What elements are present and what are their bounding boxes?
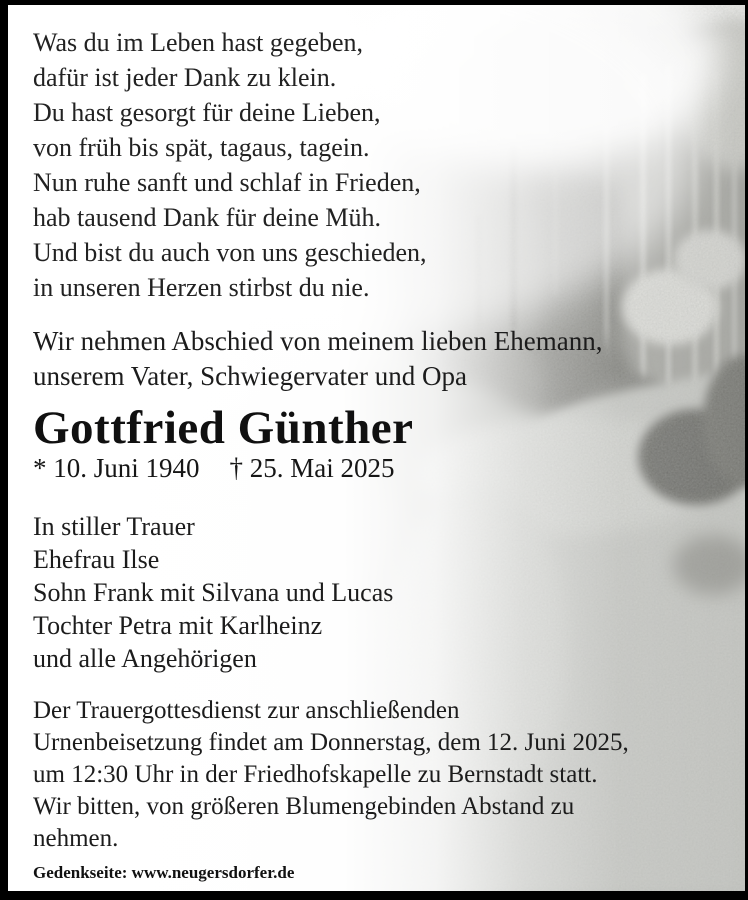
poem-line: in unseren Herzen stirbst du nie. <box>33 273 370 302</box>
deceased-name: Gottfried Günther <box>33 402 414 454</box>
mourners-line: In stiller Trauer <box>33 512 195 541</box>
service-details <box>33 695 731 855</box>
mourners-list <box>33 510 731 675</box>
memorial-poem <box>33 25 731 305</box>
poem-line: Nun ruhe sanft und schlaf in Frieden, <box>33 168 421 197</box>
obituary-text <box>8 5 745 891</box>
death-date: † 25. Mai 2025 <box>229 453 395 483</box>
poem-line: Was du im Leben hast gegeben, <box>33 28 364 57</box>
poem-line: hab tausend Dank für deine Müh. <box>33 203 382 232</box>
mourners-line: Tochter Petra mit Karlheinz <box>33 611 323 640</box>
service-line: um 12:30 Uhr in der Friedhofskapelle zu Bernstadt statt. <box>33 761 598 788</box>
poem-line: dafür ist jeder Dank zu klein. <box>33 63 337 92</box>
service-line: nehmen. <box>33 825 119 852</box>
memorial-site-link: Gedenkseite: www.neugersdorfer.de <box>33 863 295 882</box>
poem-line: Und bist du auch von uns geschieden, <box>33 238 427 267</box>
mourners-line: Ehefrau Ilse <box>33 545 160 574</box>
intro-line: Wir nehmen Abschied von meinem lieben Ehemann, <box>33 326 603 356</box>
mourners-line: Sohn Frank mit Silvana und Lucas <box>33 578 394 607</box>
life-dates <box>33 453 731 483</box>
service-line: Der Trauergottesdienst zur anschließenden <box>33 697 460 724</box>
farewell-intro <box>33 324 731 394</box>
poem-line: Du hast gesorgt für deine Lieben, <box>33 98 381 127</box>
service-line: Wir bitten, von größeren Blumengebinden Abstand zu <box>33 793 575 820</box>
mourners-line: und alle Angehörigen <box>33 644 257 673</box>
intro-line: unserem Vater, Schwiegervater und Opa <box>33 361 468 391</box>
service-line: Urnenbeisetzung findet am Donnerstag, dem 12. Juni 2025, <box>33 729 629 756</box>
birth-date: * 10. Juni 1940 <box>33 453 200 483</box>
poem-line: von früh bis spät, tagaus, tagein. <box>33 133 370 162</box>
obituary-card-inner <box>8 5 745 891</box>
